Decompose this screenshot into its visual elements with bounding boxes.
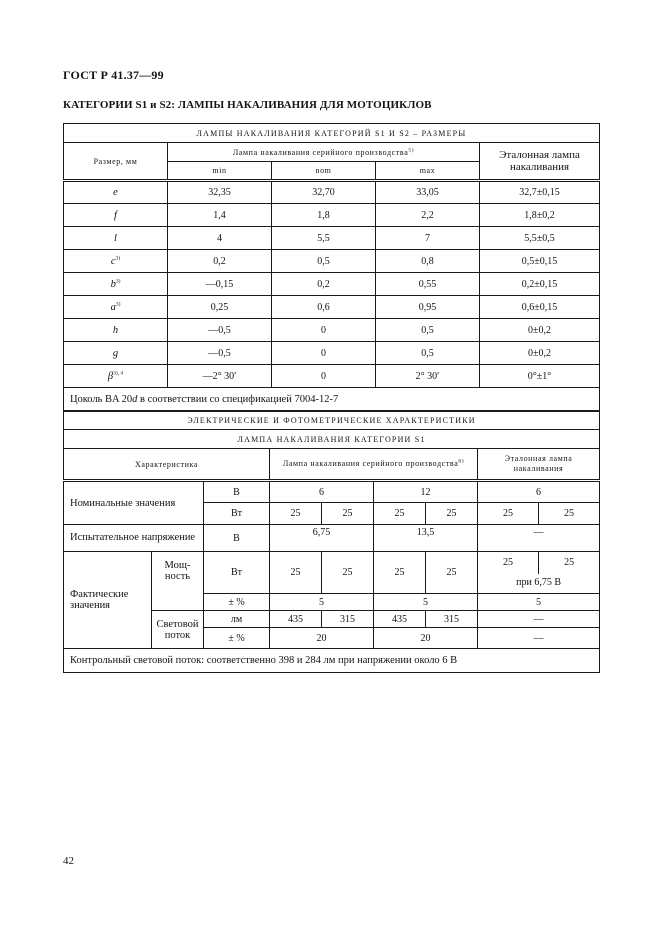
dimension-max: 0,5 bbox=[376, 342, 480, 365]
nominal-watt: 25 bbox=[270, 503, 322, 525]
dimension-symbol: $a^{3)}$ bbox=[64, 296, 168, 319]
dimension-min: —0,5 bbox=[168, 342, 272, 365]
electrical-table bbox=[63, 410, 600, 673]
col-standard-header: Эталонная лампа накаливания bbox=[480, 143, 600, 181]
col-serial-header: Лампа накаливания серийного производства$^{5)}$ bbox=[168, 143, 480, 162]
flux-percent-standard: — bbox=[478, 628, 600, 649]
dimension-symbol: $\beta^{3), 4}$ bbox=[64, 365, 168, 388]
dimension-min: 1,4 bbox=[168, 204, 272, 227]
power-standard-a: 25 bbox=[478, 552, 539, 574]
dimension-max: 0,95 bbox=[376, 296, 480, 319]
dimension-min: —0,15 bbox=[168, 273, 272, 296]
flux-lumen: 435 bbox=[374, 611, 426, 628]
actual-values-label: Фактические значения bbox=[64, 552, 152, 649]
nominal-watt: 25 bbox=[322, 503, 374, 525]
dimension-max: 0,55 bbox=[376, 273, 480, 296]
power-watt: 25 bbox=[322, 552, 374, 594]
test-voltage-label: Испытательное напряжение bbox=[64, 525, 204, 552]
power-standard bbox=[478, 552, 600, 594]
power-standard-b: 25 bbox=[564, 557, 575, 568]
nominal-watt: 25 bbox=[374, 503, 426, 525]
power-standard-note: при 6,75 В bbox=[516, 577, 561, 588]
section-title: КАТЕГОРИИ S1 и S2: ЛАМПЫ НАКАЛИВАНИЯ ДЛЯ МОТОЦИКЛОВ bbox=[63, 99, 432, 111]
control-flux-note: Контрольный световой поток: соответственно 398 и 284 лм при напряжении около 6 В bbox=[64, 649, 600, 673]
dimension-standard: 32,7±0,15 bbox=[480, 181, 600, 204]
dimension-max: 2,2 bbox=[376, 204, 480, 227]
power-label: Мощ-ность bbox=[152, 552, 204, 611]
nominal-watt: 25 bbox=[539, 503, 600, 525]
power-watt: 25 bbox=[426, 552, 478, 594]
col-serial-header-2: Лампа накаливания серийного производства$^{6)}$ bbox=[270, 449, 478, 481]
flux-lumen: 315 bbox=[426, 611, 478, 628]
base-spec-note: Цоколь BA 20d в соответствии со спецификацией 7004-12-7 bbox=[64, 388, 600, 412]
flux-percent-b: 20 bbox=[374, 628, 478, 649]
dimension-max: 0,8 bbox=[376, 250, 480, 273]
dimension-min: 32,35 bbox=[168, 181, 272, 204]
power-percent-standard: 5 bbox=[478, 594, 600, 611]
dimension-max: 7 bbox=[376, 227, 480, 250]
dimension-max: 2° 30′ bbox=[376, 365, 480, 388]
electrical-title: ЭЛЕКТРИЧЕСКИЕ И ФОТОМЕТРИЧЕСКИЕ ХАРАКТЕРИСТИКИ bbox=[64, 411, 600, 430]
dimension-symbol: f bbox=[64, 204, 168, 227]
power-watt: 25 bbox=[270, 552, 322, 594]
dimension-row bbox=[64, 204, 600, 227]
nominal-values-label: Номинальные значения bbox=[64, 481, 204, 525]
dimension-standard: 1,8±0,2 bbox=[480, 204, 600, 227]
electrical-subtitle: ЛАМПА НАКАЛИВАНИЯ КАТЕГОРИИ S1 bbox=[64, 430, 600, 449]
col-standard-header-2: Эталонная лампа накаливания bbox=[478, 449, 600, 481]
flux-lumen: 435 bbox=[270, 611, 322, 628]
nominal-voltage-standard: 6 bbox=[478, 481, 600, 503]
unit-percent: ± % bbox=[204, 594, 270, 611]
dimension-min: 0,25 bbox=[168, 296, 272, 319]
dimension-standard: 0±0,2 bbox=[480, 319, 600, 342]
dimension-standard: 0,6±0,15 bbox=[480, 296, 600, 319]
page-number: 42 bbox=[63, 855, 74, 867]
nominal-voltage-b: 12 bbox=[374, 481, 478, 503]
dimension-row bbox=[64, 365, 600, 388]
unit-volt: В bbox=[204, 525, 270, 552]
test-voltage-a: 6,75 bbox=[270, 525, 374, 552]
dimensions-title: ЛАМПЫ НАКАЛИВАНИЯ КАТЕГОРИЙ S1 И S2 – РАЗМЕРЫ bbox=[64, 124, 600, 143]
dimension-standard: 0,5±0,15 bbox=[480, 250, 600, 273]
unit-watt: Вт bbox=[204, 503, 270, 525]
dimension-min: —2° 30′ bbox=[168, 365, 272, 388]
dimension-row bbox=[64, 296, 600, 319]
dimension-row bbox=[64, 227, 600, 250]
dimension-standard: 0°±1° bbox=[480, 365, 600, 388]
dimension-max: 0,5 bbox=[376, 319, 480, 342]
dimension-nom: 0 bbox=[272, 319, 376, 342]
dimension-min: 4 bbox=[168, 227, 272, 250]
luminous-flux-label: Световой поток bbox=[152, 611, 204, 649]
test-voltage-b: 13,5 bbox=[374, 525, 478, 552]
flux-percent-a: 20 bbox=[270, 628, 374, 649]
power-percent-a: 5 bbox=[270, 594, 374, 611]
dimension-standard: 5,5±0,5 bbox=[480, 227, 600, 250]
document-code: ГОСТ Р 41.37—99 bbox=[63, 68, 164, 82]
flux-lumen: 315 bbox=[322, 611, 374, 628]
dimensions-table bbox=[63, 123, 600, 412]
dimension-symbol: h bbox=[64, 319, 168, 342]
nominal-watt: 25 bbox=[478, 503, 539, 525]
dimension-row bbox=[64, 319, 600, 342]
dimension-row bbox=[64, 342, 600, 365]
dimension-symbol: e bbox=[64, 181, 168, 204]
col-characteristic-header: Характеристика bbox=[64, 449, 270, 481]
dimension-nom: 32,70 bbox=[272, 181, 376, 204]
unit-lumen: лм bbox=[204, 611, 270, 628]
dimension-nom: 0 bbox=[272, 342, 376, 365]
dimension-row bbox=[64, 250, 600, 273]
dimension-min: 0,2 bbox=[168, 250, 272, 273]
col-min-header: min bbox=[168, 162, 272, 181]
dimension-row bbox=[64, 273, 600, 296]
dimension-nom: 0,5 bbox=[272, 250, 376, 273]
dimension-symbol: $c^{3)}$ bbox=[64, 250, 168, 273]
unit-watt: Вт bbox=[204, 552, 270, 594]
dimension-standard: 0,2±0,15 bbox=[480, 273, 600, 296]
dimension-nom: 5,5 bbox=[272, 227, 376, 250]
flux-lumen-standard: — bbox=[478, 611, 600, 628]
test-voltage-standard: — bbox=[478, 525, 600, 552]
nominal-watt: 25 bbox=[426, 503, 478, 525]
dimension-row bbox=[64, 181, 600, 204]
power-percent-b: 5 bbox=[374, 594, 478, 611]
dimension-symbol: g bbox=[64, 342, 168, 365]
dimension-standard: 0±0,2 bbox=[480, 342, 600, 365]
dimension-nom: 1,8 bbox=[272, 204, 376, 227]
power-watt: 25 bbox=[374, 552, 426, 594]
dimension-symbol: l bbox=[64, 227, 168, 250]
unit-percent: ± % bbox=[204, 628, 270, 649]
dimension-nom: 0,2 bbox=[272, 273, 376, 296]
dimension-min: —0,5 bbox=[168, 319, 272, 342]
col-max-header: max bbox=[376, 162, 480, 181]
dimension-max: 33,05 bbox=[376, 181, 480, 204]
col-dimension-header: Размер, мм bbox=[64, 143, 168, 181]
unit-volt: В bbox=[204, 481, 270, 503]
col-nom-header: nom bbox=[272, 162, 376, 181]
nominal-voltage-a: 6 bbox=[270, 481, 374, 503]
dimension-nom: 0,6 bbox=[272, 296, 376, 319]
dimension-nom: 0 bbox=[272, 365, 376, 388]
dimension-symbol: $b^{3)}$ bbox=[64, 273, 168, 296]
